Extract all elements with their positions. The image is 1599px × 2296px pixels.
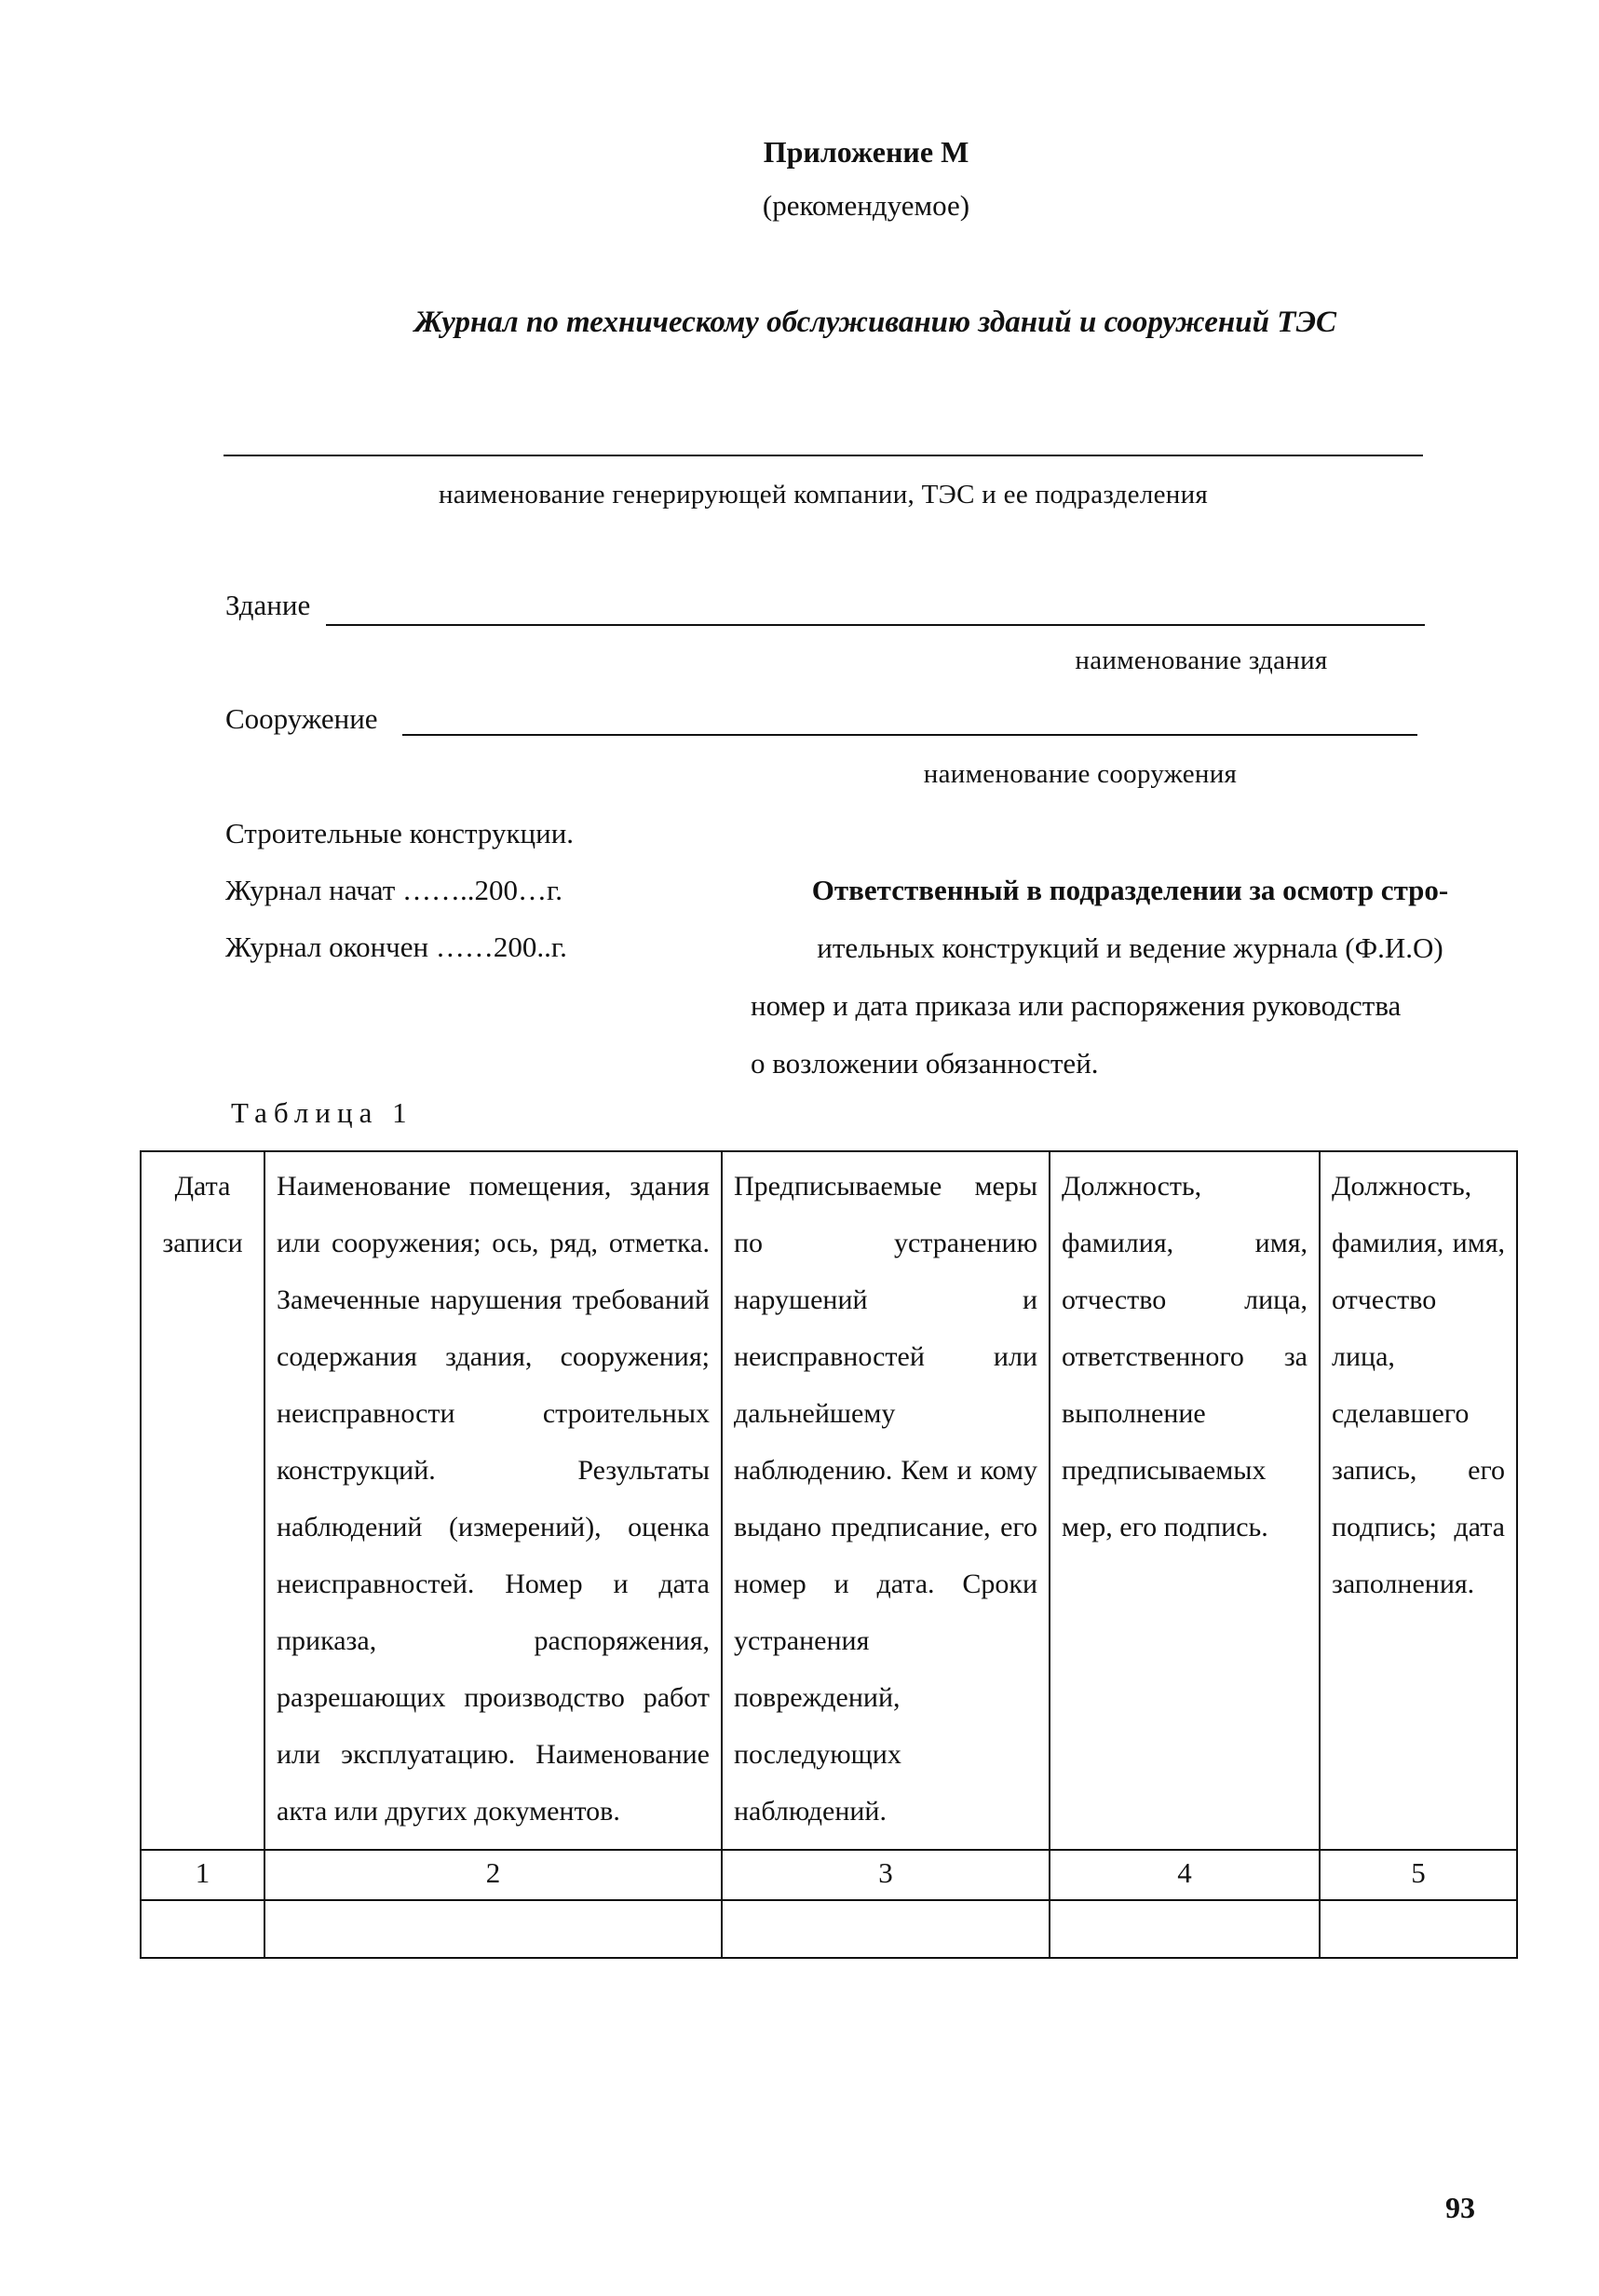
journal-title: Журнал по техническому обслуживанию зданий и сооружений ТЭС xyxy=(413,306,1337,339)
header-measures: Предписываемые меры по устранению нарушений и неисправностей или дальнейшему наблюдению. Кем и кому выдано предписание, его номер и дата. Сроки устранения повреждений, последующих наблюдений. xyxy=(734,1171,1037,1827)
column-number: 4 xyxy=(1050,1850,1320,1900)
column-number: 5 xyxy=(1320,1850,1517,1900)
constructions-text: Строительные конструкции. xyxy=(225,817,575,849)
header-cell xyxy=(722,1151,1050,1850)
header-cell xyxy=(1050,1151,1320,1850)
table-cell xyxy=(1320,1900,1517,1958)
table-header-row xyxy=(141,1151,1517,1850)
appendix-title: Приложение М xyxy=(763,135,969,169)
table-cell xyxy=(722,1900,1050,1958)
column-number: 1 xyxy=(141,1850,264,1900)
building-label: Здание xyxy=(225,589,311,621)
table-cell xyxy=(1050,1900,1320,1958)
header-recorder: Должность, фамилия, имя, отчество лица, сделавшего запись, его подпись; дата заполнения. xyxy=(1332,1171,1505,1599)
building-caption: наименование здания xyxy=(1075,645,1328,675)
header-description: Наименование помещения, здания или сооружения; ось, ряд, отметка. Замеченные нарушения требований содержания здания, сооружения; неисправности строительных конструкций. Результаты наблюдений (измерений), оценка неисправностей. Номер и дата приказа, распоряжения, разрешающих производство работ или эксплуатацию. Наименование акта или других документов. xyxy=(277,1171,710,1827)
structure-caption: наименование сооружения xyxy=(923,759,1238,789)
structure-label: Сооружение xyxy=(225,702,378,735)
column-number: 2 xyxy=(264,1850,722,1900)
building-name-line xyxy=(326,624,1425,626)
responsible-line-1: Ответственный в подразделении за осмотр стро- xyxy=(811,874,1449,906)
column-number: 3 xyxy=(722,1850,1050,1900)
table-caption: Таблица 1 xyxy=(231,1096,413,1129)
responsible-block xyxy=(751,862,1510,1093)
company-caption: наименование генерирующей компании, ТЭС и ее подразделения xyxy=(438,480,1209,509)
header-cell xyxy=(1320,1151,1517,1850)
responsible-line-4: о возложении обязанностей. xyxy=(751,1047,1099,1080)
journal-started-text: Журнал начат ……..200…г. xyxy=(225,874,563,906)
table-row xyxy=(141,1900,1517,1958)
page-number: 93 xyxy=(1445,2191,1475,2224)
journal-table xyxy=(140,1150,1518,1959)
structure-name-line xyxy=(402,734,1417,736)
responsible-line-2: ительных конструкций и ведение журнала (Ф.И.О) xyxy=(817,931,1443,964)
column-number-row xyxy=(141,1850,1517,1900)
appendix-subtitle: (рекомендуемое) xyxy=(762,189,970,222)
header-date: Дата записи xyxy=(162,1171,243,1258)
header-cell xyxy=(264,1151,722,1850)
table-cell xyxy=(141,1900,264,1958)
journal-ended-text: Журнал окончен ……200..г. xyxy=(225,931,567,963)
header-cell xyxy=(141,1151,264,1850)
header-responsible: Должность, фамилия, имя, отчество лица, ответственного за выполнение предписываемых мер, его подпись. xyxy=(1062,1171,1308,1542)
table-cell xyxy=(264,1900,722,1958)
company-name-line xyxy=(224,455,1423,456)
responsible-line-3: номер и дата приказа или распоряжения руководства xyxy=(751,989,1402,1022)
